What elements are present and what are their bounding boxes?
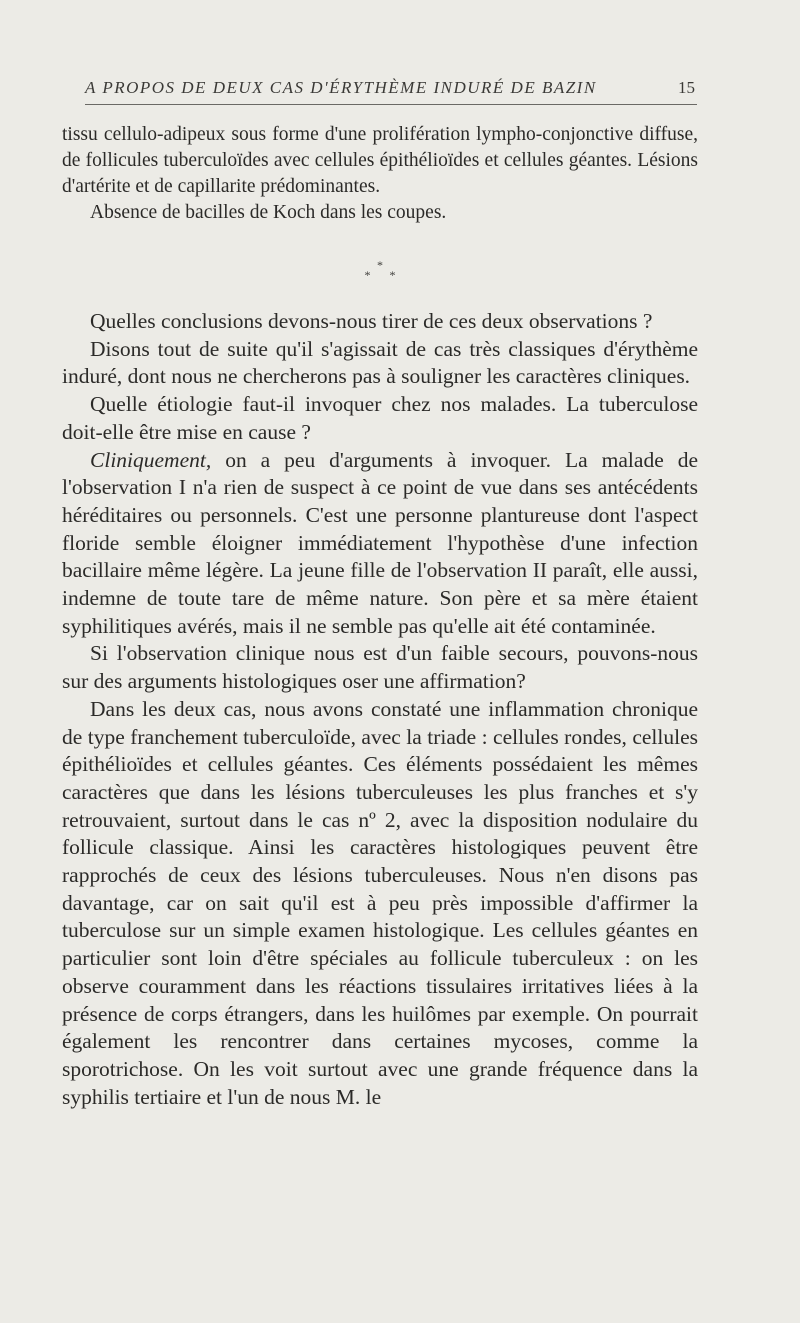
observation-summary (62, 122, 698, 226)
running-title: A PROPOS DE DEUX CAS D'ÉRYTHÈME INDURÉ DE BAZIN (85, 78, 597, 97)
header-rule (85, 104, 697, 105)
page-number: 15 (678, 78, 695, 97)
summary-paragraph: Absence de bacilles de Koch dans les coupes. (90, 202, 447, 223)
italic-emphasis: Cliniquement, (90, 447, 212, 472)
paragraph: Dans les deux cas, nous avons constaté une inflammation chronique de type franchement tuberculoïde, avec la triade : cellules rondes, cellules épithélioïdes et cellules géantes. Ces éléments possédaient les mêmes caractères que dans les lésions tuberculeuses les plus franches et s'y retrouvaient, surtout dans le cas nº 2, avec la disposition nodulaire du follicule classique. Ainsi les caractères histologiques peuvent être rapprochés de ceux des lésions tuberculeuses. Nous n'en disons pas davantage, car on sait qu'il est à peu près impossible d'affirmer la tuberculose sur un simple examen histologique. Les cellules géantes en particulier sont loin d'être spéciales au follicule tuberculeux : on les observe couramment dans les réactions tissulaires irritatives liées à la présence de corps étrangers, dans les huilômes par exemple. On pourrait également les rencontrer dans certaines mycoses, comme la sporotrichose. On les voit surtout avec une grande fréquence dans la syphilis tertiaire et l'un de nous M. le (62, 696, 698, 1109)
section-separator (62, 260, 698, 280)
page-body (62, 122, 698, 1111)
asterism-top: * (377, 258, 383, 272)
paragraph: Disons tout de suite qu'il s'agissait de cas très classiques d'érythème induré, dont nous ne chercherons pas à souligner les caractères cliniques. (62, 336, 698, 389)
summary-paragraph: tissu cellulo-adipeux sous forme d'une prolifération lympho-conjonctive diffuse, de follicules tuberculoïdes avec cellules épithélioïdes et cellules géantes. Lésions d'artérite et de capillarite prédominantes. (62, 124, 698, 197)
paragraph: Si l'observation clinique nous est d'un faible secours, pouvons-nous sur des arguments histologiques oser une affirmation? (62, 641, 698, 694)
paragraph: Quelles conclusions devons-nous tirer de ces deux observations ? (90, 309, 653, 333)
main-text (62, 308, 698, 1111)
page-header (85, 78, 695, 98)
asterism-bottom: * * (364, 268, 404, 282)
paragraph: Quelle étiologie faut-il invoquer chez nos malades. La tuberculose doit-elle être mise en cause ? (62, 392, 698, 444)
paragraph: Cliniquement, on a peu d'arguments à invoquer. La malade de l'observation I n'a rien de suspect à ce point de vue dans ses antécédents héréditaires ou personnels. C'est une personne plantureuse dont l'aspect floride semble éloigner immédiatement l'hypothèse d'une infection bacillaire même légère. La jeune fille de l'observation II paraît, elle aussi, indemne de toute tare de même nature. Son père et sa mère étaient syphilitiques avérés, mais il ne semble pas qu'elle ait été contaminée. (62, 447, 698, 638)
